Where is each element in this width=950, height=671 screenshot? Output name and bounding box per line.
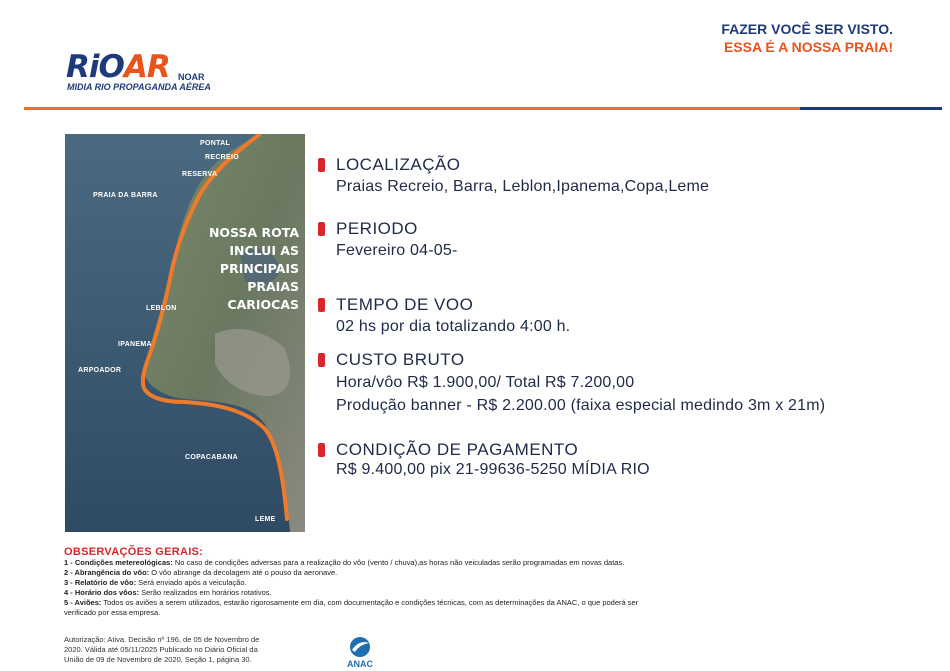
section-heading: LOCALIZAÇÃO <box>336 155 461 174</box>
route-map <box>65 134 305 532</box>
rioar-logo <box>66 50 256 95</box>
section-marker <box>318 298 325 312</box>
map-label-recreio: RECREIO <box>205 154 239 161</box>
route-caption: NOSSA ROTA INCLUI AS PRINCIPAIS PRAIAS CARIOCAS <box>208 225 299 312</box>
section-heading: CONDIÇÃO DE PAGAMENTO <box>336 440 579 459</box>
section-text: 02 hs por dia totalizando 4:00 h. <box>336 318 571 335</box>
observacao-item: 4 - Horário dos vôos: Serão realizados em horários rotativos. <box>64 588 272 597</box>
logo-wordmark: RiOAR <box>66 49 170 85</box>
map-label-reserva: RESERVA <box>182 171 218 178</box>
observacao-item: 1 - Condições metereológicas: No caso de condições adversas para a realização do vôo (vento / chuva),as horas não veiculadas serão programadas em novas datas. <box>64 558 625 567</box>
observacao-item: 3 - Relatório de vôo: Será enviado após a veiculação. <box>64 578 247 587</box>
observacao-item: verificado por essa empresa. <box>64 608 161 617</box>
section-marker <box>318 158 325 172</box>
anac-logo-icon <box>348 636 372 658</box>
map-label-praia-da-barra: PRAIA DA BARRA <box>93 192 158 199</box>
observacao-item: 2 - Abrangência do vôo: O vôo abrange da decolagem até o pouso da aeronave. <box>64 568 338 577</box>
section-heading: PERIODO <box>336 219 418 238</box>
section-text: Produção banner - R$ 2.200.00 (faixa especial medindo 3m x 21m) <box>336 397 826 414</box>
slogan <box>721 20 893 56</box>
map-label-leblon: LEBLON <box>146 305 177 312</box>
anac-label: ANAC <box>347 659 373 669</box>
slogan-line-2: ESSA É A NOSSA PRAIA! <box>723 39 893 55</box>
authorization-note: Autorização: Ativa. Decisão nº 196, de 05 de Novembro de 2020. Válida até 05/11/2025 Publicado no Diário Oficial da União de 09 de Novembro de 2020, Seção 1, página 30. <box>64 635 260 664</box>
section-text: Praias Recreio, Barra, Leblon,Ipanema,Copa,Leme <box>336 178 710 195</box>
observacao-item: 5 - Aviões: Todos os aviões a serem utilizados, estarão rigorosamente em dia, com documentação e condições técnicas, com as determinações da ANAC, o que poderá ser <box>64 598 639 607</box>
section-text: R$ 9.400,00 pix 21-99636-5250 MÍDIA RIO <box>336 461 650 478</box>
slogan-line-1: FAZER VOCÊ SER VISTO. <box>721 21 893 37</box>
section-marker <box>318 353 325 367</box>
map-label-ipanema: IPANEMA <box>118 341 152 348</box>
map-label-copacabana: COPACABANA <box>185 454 239 461</box>
map-label-arpoador: ARPOADOR <box>78 367 122 374</box>
section-marker <box>318 222 325 236</box>
map-label-pontal: PONTAL <box>200 140 231 147</box>
section-marker <box>318 443 325 457</box>
logo-noar: NOAR <box>178 72 205 82</box>
section-heading: CUSTO BRUTO <box>336 350 465 369</box>
section-text: Fevereiro 04-05- <box>336 242 458 259</box>
header-divider-accent <box>800 107 942 110</box>
map-label-leme: LEME <box>255 516 276 523</box>
section-text: Hora/vôo R$ 1.900,00/ Total R$ 7.200,00 <box>336 374 635 391</box>
observacoes-gerais <box>64 546 864 618</box>
section-heading: TEMPO DE VOO <box>336 295 474 314</box>
observacoes-title: OBSERVAÇÕES GERAIS: <box>64 546 204 558</box>
logo-subtitle: MIDIA RIO PROPAGANDA AÉREA <box>67 82 211 92</box>
